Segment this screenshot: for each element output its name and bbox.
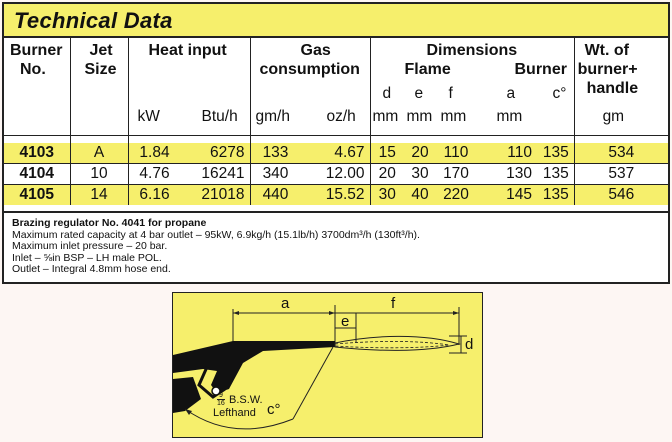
header-gmh: gm/h xyxy=(255,108,290,125)
dim-e: 30 xyxy=(404,164,436,185)
header-burner-dim: Burner xyxy=(514,61,567,78)
header-gas: Gas xyxy=(300,42,331,59)
dim-d: 20 xyxy=(370,164,404,185)
header-heat-input: Heat input xyxy=(148,42,227,59)
dim-d: 30 xyxy=(370,185,404,206)
technical-data-panel xyxy=(2,2,670,284)
notes-line: Maximum inlet pressure – 20 bar. xyxy=(12,240,168,253)
dimensions-header xyxy=(370,38,574,136)
thread-type: B.S.W. xyxy=(229,394,263,406)
notes-line: Outlet – Integral 4.8mm hose end. xyxy=(12,263,171,276)
burner-number: 4105 xyxy=(4,185,70,206)
technical-data-table xyxy=(4,38,668,205)
burner-no-header xyxy=(4,38,70,136)
header-d-mm: mm xyxy=(372,108,399,125)
jet-size: A xyxy=(70,143,128,164)
table-row xyxy=(4,143,668,164)
header-a-mm: mm xyxy=(496,108,523,125)
header-burner: Burner xyxy=(10,42,63,59)
weight-header xyxy=(574,38,668,136)
dim-c: 135 xyxy=(538,185,574,206)
heat-input-cell: 4.76 16241 xyxy=(128,164,250,185)
title-bar xyxy=(4,4,668,38)
header-e-mm: mm xyxy=(406,108,433,125)
table-row xyxy=(4,164,668,185)
gas-consumption-cell: 440 15.52 xyxy=(250,185,370,206)
jet-size-header xyxy=(70,38,128,136)
header-f-mm: mm xyxy=(440,108,467,125)
header-size: Size xyxy=(84,61,117,78)
diagram-label-d: d xyxy=(465,336,474,353)
dim-f: 220 xyxy=(436,185,476,206)
dim-e: 40 xyxy=(404,185,436,206)
notes-heading: Brazing regulator No. 4041 for propane xyxy=(12,217,207,229)
diagram-label-a: a xyxy=(281,295,290,312)
heat-input-cell: 6.16 21018 xyxy=(128,185,250,206)
diagram-label-f: f xyxy=(391,295,396,312)
jet-size: 10 xyxy=(70,164,128,185)
notes-line: Maximum rated capacity at 4 bar outlet – 95kW, 6.9kg/h (15.1lb/h) 3700dm³/h (130ft³/h). xyxy=(12,228,420,241)
header-c: c° xyxy=(552,85,567,102)
burner-number: 4104 xyxy=(4,164,70,185)
dim-f: 110 xyxy=(436,143,476,164)
table-header xyxy=(4,38,668,136)
thread-fraction xyxy=(217,392,225,407)
gas-consumption-cell: 340 12.00 xyxy=(250,164,370,185)
weight: 534 xyxy=(574,143,668,164)
header-a: a xyxy=(506,85,516,102)
dim-a: 145 xyxy=(476,185,538,206)
header-d: d xyxy=(382,85,392,102)
header-btu: Btu/h xyxy=(201,108,238,125)
fraction-denominator: 16 xyxy=(217,400,225,407)
page-title: Technical Data xyxy=(14,8,173,33)
header-e: e xyxy=(414,85,424,102)
fraction-numerator: 9 xyxy=(218,392,223,399)
dim-c: 135 xyxy=(538,143,574,164)
header-handle: handle xyxy=(586,80,639,97)
header-burner-plus: burner+ xyxy=(577,61,638,78)
heat-input-header xyxy=(128,38,250,136)
diagram-label-c: c° xyxy=(267,401,281,418)
jet-size: 14 xyxy=(70,185,128,206)
gas-consumption-cell: 133 4.67 xyxy=(250,143,370,164)
regulator-notes xyxy=(4,211,668,282)
header-consumption: consumption xyxy=(259,61,360,78)
header-separator xyxy=(4,136,668,144)
weight: 537 xyxy=(574,164,668,185)
gas-consumption-header xyxy=(250,38,370,136)
header-dimensions: Dimensions xyxy=(426,42,518,59)
table-row xyxy=(4,185,668,206)
dim-a: 110 xyxy=(476,143,538,164)
header-kw: kW xyxy=(137,108,160,125)
thread-direction: Lefthand xyxy=(213,407,256,419)
burner-number: 4103 xyxy=(4,143,70,164)
heat-input-cell: 1.84 6278 xyxy=(128,143,250,164)
weight: 546 xyxy=(574,185,668,206)
dim-f: 170 xyxy=(436,164,476,185)
dim-a: 130 xyxy=(476,164,538,185)
notes-line: Inlet – ⅝in BSP – LH male POL. xyxy=(12,251,162,264)
diagram-label-e: e xyxy=(341,313,350,330)
header-f: f xyxy=(448,85,453,102)
header-wt: Wt. of xyxy=(584,42,629,59)
dim-e: 20 xyxy=(404,143,436,164)
header-flame: Flame xyxy=(404,61,451,78)
dim-c: 135 xyxy=(538,164,574,185)
burner-diagram xyxy=(172,292,483,438)
header-jet: Jet xyxy=(89,42,113,59)
dim-d: 15 xyxy=(370,143,404,164)
header-no: No. xyxy=(20,61,46,78)
header-ozh: oz/h xyxy=(326,108,356,125)
header-gm: gm xyxy=(602,108,625,125)
